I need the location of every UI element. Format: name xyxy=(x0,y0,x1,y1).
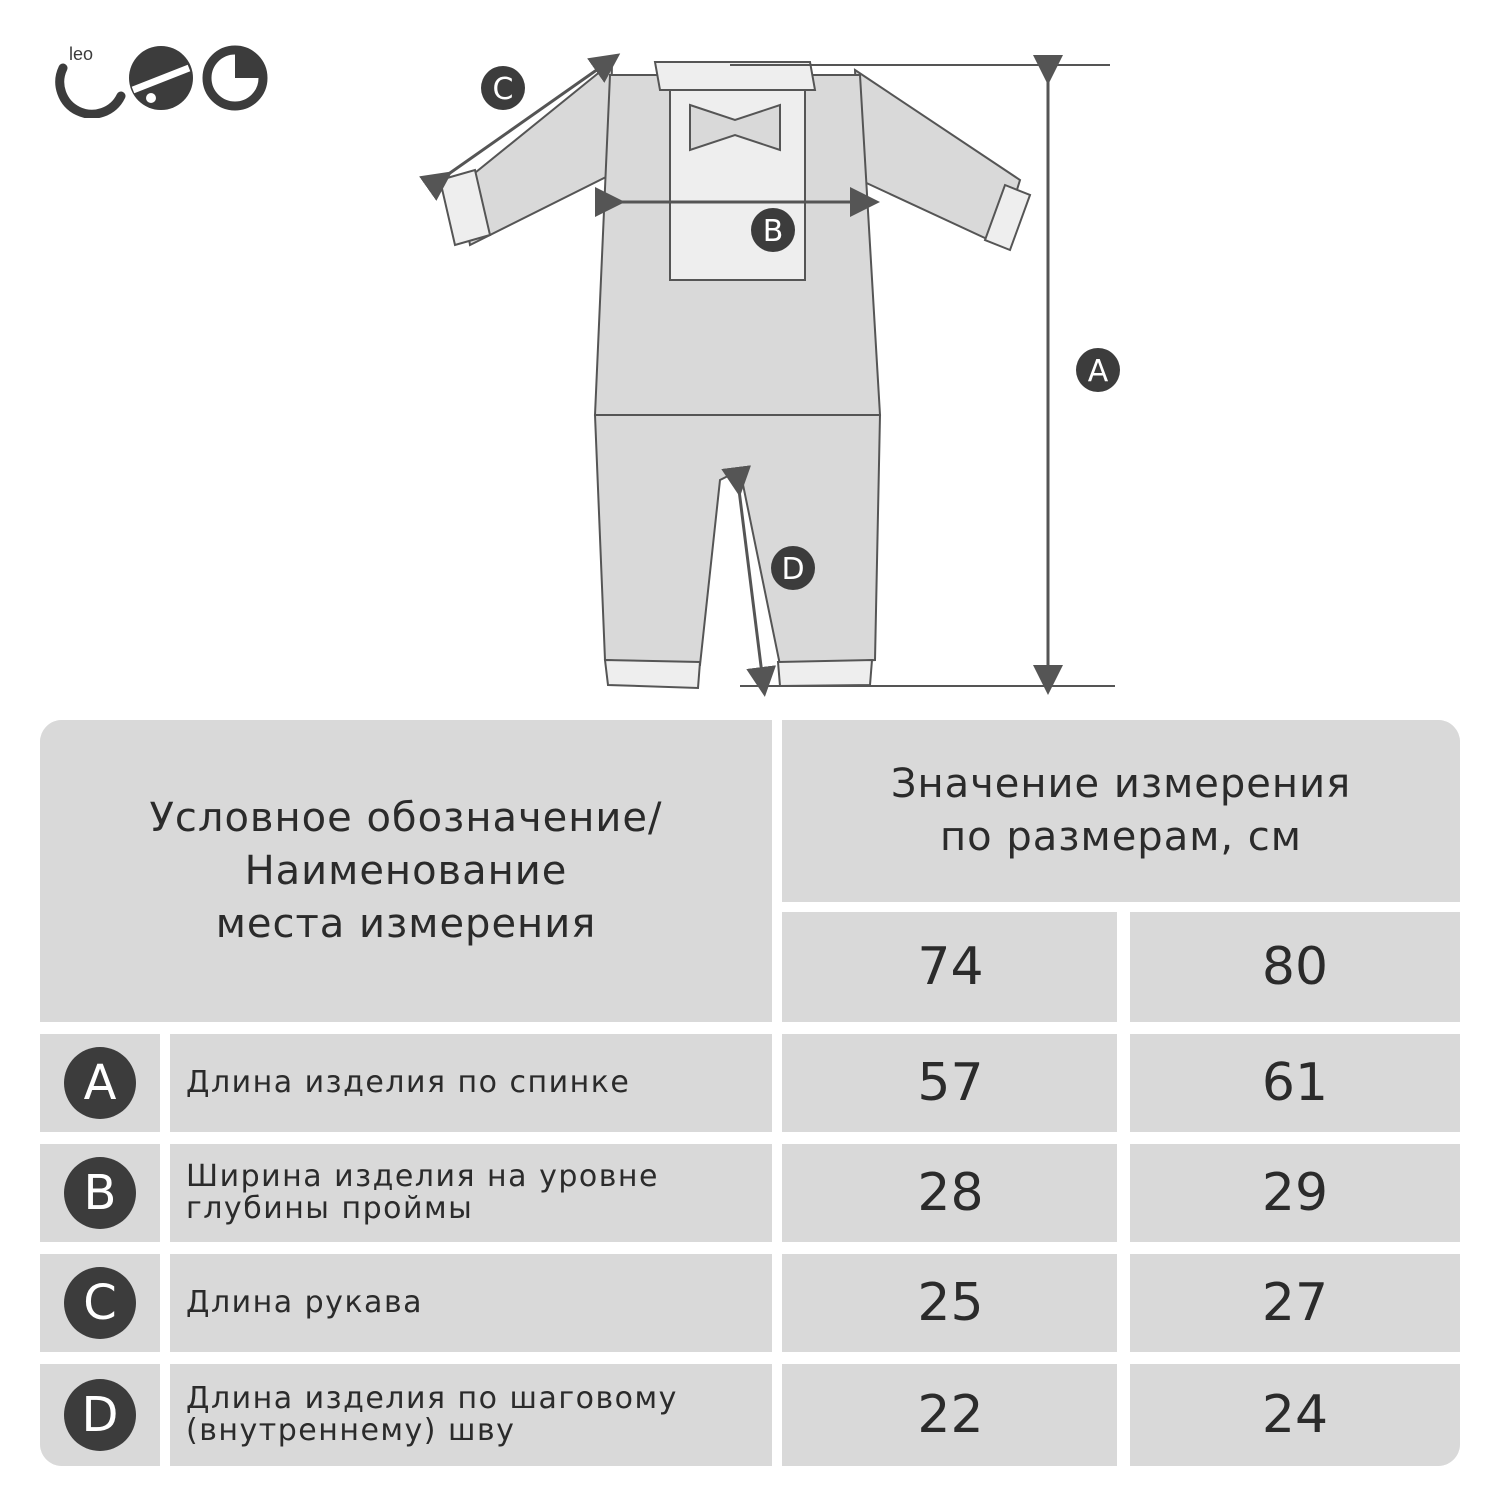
row-c-label: Длина рукава xyxy=(170,1254,772,1352)
row-a-value-74: 57 xyxy=(784,1034,1117,1132)
divider-vertical-sizes xyxy=(1117,902,1130,1466)
left-leg-cuff xyxy=(605,660,700,688)
marker-c: C xyxy=(492,72,514,107)
row-d-label: Длина изделия по шаговому (внутреннему) шву xyxy=(170,1364,772,1466)
row-a-code-cell xyxy=(40,1034,160,1132)
right-leg-cuff xyxy=(778,660,872,686)
row-b-code-cell xyxy=(40,1144,160,1242)
divider-row-1 xyxy=(40,1132,1460,1144)
garment-diagram xyxy=(0,0,1501,700)
row-c-value-80: 27 xyxy=(1130,1254,1460,1352)
row-d-value-80: 24 xyxy=(1130,1364,1460,1466)
row-b-value-80: 29 xyxy=(1130,1144,1460,1242)
row-a-value-80: 61 xyxy=(1130,1034,1460,1132)
marker-a: A xyxy=(1087,354,1109,389)
marker-b: B xyxy=(762,214,784,249)
legs xyxy=(595,415,880,665)
marker-d: D xyxy=(781,552,805,587)
row-a-label: Длина изделия по спинке xyxy=(170,1034,772,1132)
row-a-badge: A xyxy=(64,1047,136,1119)
row-b-value-74: 28 xyxy=(784,1144,1117,1242)
header-measurement-name: Условное обозначение/ Наименование места измерения xyxy=(40,720,772,1022)
row-d-value-74: 22 xyxy=(784,1364,1117,1466)
logo-small-text: leo xyxy=(69,44,94,64)
collar xyxy=(655,62,815,90)
size-header-80: 80 xyxy=(1130,912,1460,1022)
row-d-code-cell xyxy=(40,1364,160,1466)
row-b-label: Ширина изделия на уровне глубины проймы xyxy=(170,1144,772,1242)
header-measurement-values: Значение измерения по размерам, см xyxy=(782,720,1460,902)
row-d-badge: D xyxy=(64,1379,136,1451)
divider-row-0 xyxy=(40,1022,1460,1034)
size-header-74: 74 xyxy=(784,912,1117,1022)
divider-row-2 xyxy=(40,1242,1460,1254)
divider-under-header xyxy=(782,902,1460,912)
divider-row-3 xyxy=(40,1352,1460,1364)
row-c-badge: C xyxy=(64,1267,136,1339)
row-b-badge: B xyxy=(64,1157,136,1229)
row-c-code-cell xyxy=(40,1254,160,1352)
row-c-value-74: 25 xyxy=(784,1254,1117,1352)
